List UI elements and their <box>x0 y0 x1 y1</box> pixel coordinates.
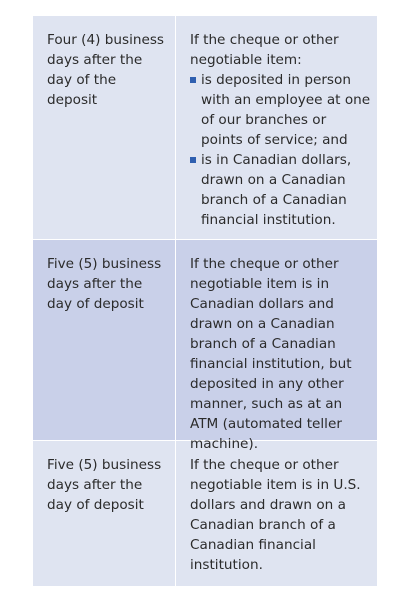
condition-intro: If the cheque or other negotiable item: <box>190 32 339 68</box>
square-bullet-icon <box>190 157 196 163</box>
hold-period-table <box>33 16 377 587</box>
condition-cell: If the cheque or other negotiable item is in U.S. dollars and drawn on a Canadian branch of a Canadian financial institution. <box>190 457 361 573</box>
table-row <box>33 441 377 587</box>
list-item <box>190 70 371 150</box>
table-row <box>33 16 377 240</box>
hold-period-cell: Five (5) business days after the day of deposit <box>33 441 176 586</box>
condition-cell <box>176 16 377 239</box>
condition-cell: If the cheque or other negotiable item is in Canadian dollars and drawn on a Canadian branch of a Canadian financial institution, but deposited in any other manner, such as at an ATM (automated teller machine). <box>190 256 352 452</box>
table-row <box>33 240 377 452</box>
bullet-text: is in Canadian dollars, drawn on a Canadian branch of a Canadian financial institution. <box>201 152 352 228</box>
list-item <box>190 150 371 230</box>
hold-period-cell: Four (4) business days after the day of the deposit <box>33 16 176 239</box>
condition-bullet-list <box>190 70 371 230</box>
square-bullet-icon <box>190 77 196 83</box>
hold-period-cell: Five (5) business days after the day of deposit <box>33 240 176 440</box>
bullet-text: is deposited in person with an employee at one of our branches or points of service; and <box>201 72 371 148</box>
